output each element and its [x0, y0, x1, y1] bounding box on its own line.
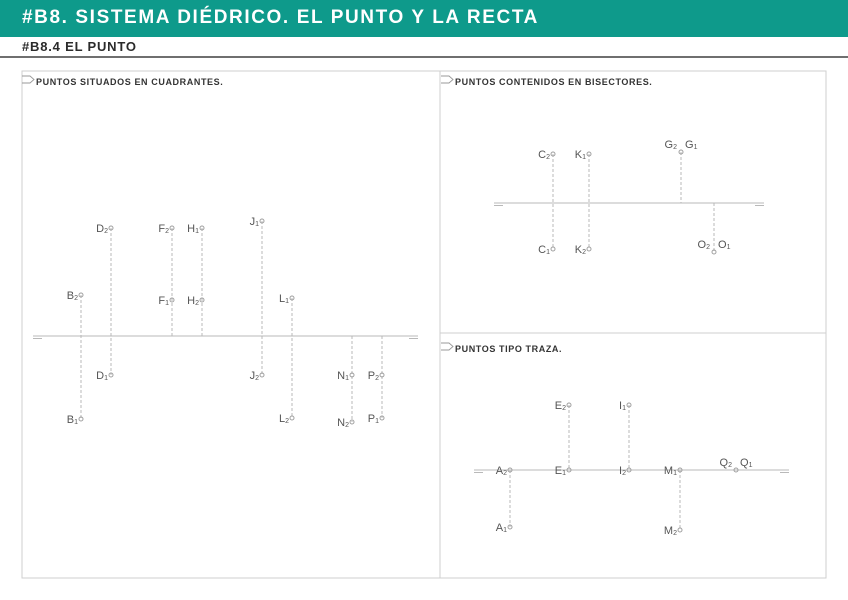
drawing-frame [22, 71, 826, 578]
panel-title-bisectores: PUNTOS CONTENIDOS EN BISECTORES. [455, 77, 653, 87]
point-label-b2: B2 [66, 290, 78, 302]
point-label-e1: E1 [554, 465, 566, 477]
panel-traza [441, 343, 789, 537]
panel-title-cuadrantes: PUNTOS SITUADOS EN CUADRANTES. [36, 77, 224, 87]
point-label-o1: O1 [718, 239, 731, 251]
point-label-j1: J1 [249, 216, 259, 228]
point-label-f1: F1 [158, 295, 169, 307]
point-label-k1: K1 [574, 149, 586, 161]
point-label-q1: Q1 [740, 457, 753, 469]
point-label-d1: D1 [96, 370, 108, 382]
point-label-p2: P2 [367, 370, 379, 382]
point-label-d2: D2 [96, 223, 108, 235]
point-label-g1: G1 [685, 139, 698, 151]
arrow-tab-icon [22, 76, 34, 83]
point-label-n1: N1 [337, 370, 349, 382]
page-title: #B8. SISTEMA DIÉDRICO. EL PUNTO Y LA RECTA [22, 7, 539, 28]
point-label-a1: A1 [495, 522, 507, 534]
arrow-tab-icon [441, 343, 453, 350]
point-label-i1: I1 [619, 400, 626, 412]
point-label-a2: A2 [495, 465, 507, 477]
point-label-f2: F2 [158, 223, 169, 235]
arrow-tab-icon [441, 76, 453, 83]
point-label-g2: G2 [664, 139, 677, 151]
point-label-l1: L1 [278, 293, 289, 305]
point-label-j2: J2 [249, 370, 259, 382]
point-label-h2: H2 [187, 295, 199, 307]
point-label-o2: O2 [697, 239, 710, 251]
point-label-m2: M2 [663, 525, 677, 537]
panel-title-traza: PUNTOS TIPO TRAZA. [455, 344, 563, 354]
point-label-p1: P1 [367, 413, 379, 425]
point-label-m1: M1 [663, 465, 677, 477]
point-label-h1: H1 [187, 223, 199, 235]
point-label-c2: C2 [538, 149, 550, 161]
point-label-i2: I2 [619, 465, 626, 477]
point-label-l2: L2 [278, 413, 289, 425]
section-subtitle: #B8.4 EL PUNTO [22, 39, 137, 54]
point-label-e2: E2 [554, 400, 566, 412]
point-label-b1: B1 [66, 414, 78, 426]
point-label-q2: Q2 [719, 457, 732, 469]
panel-bisectores [441, 76, 764, 256]
point-label-c1: C1 [538, 244, 550, 256]
point-label-n2: N2 [337, 417, 349, 429]
point-label-k2: K2 [574, 244, 586, 256]
panel-cuadrantes [22, 76, 418, 429]
